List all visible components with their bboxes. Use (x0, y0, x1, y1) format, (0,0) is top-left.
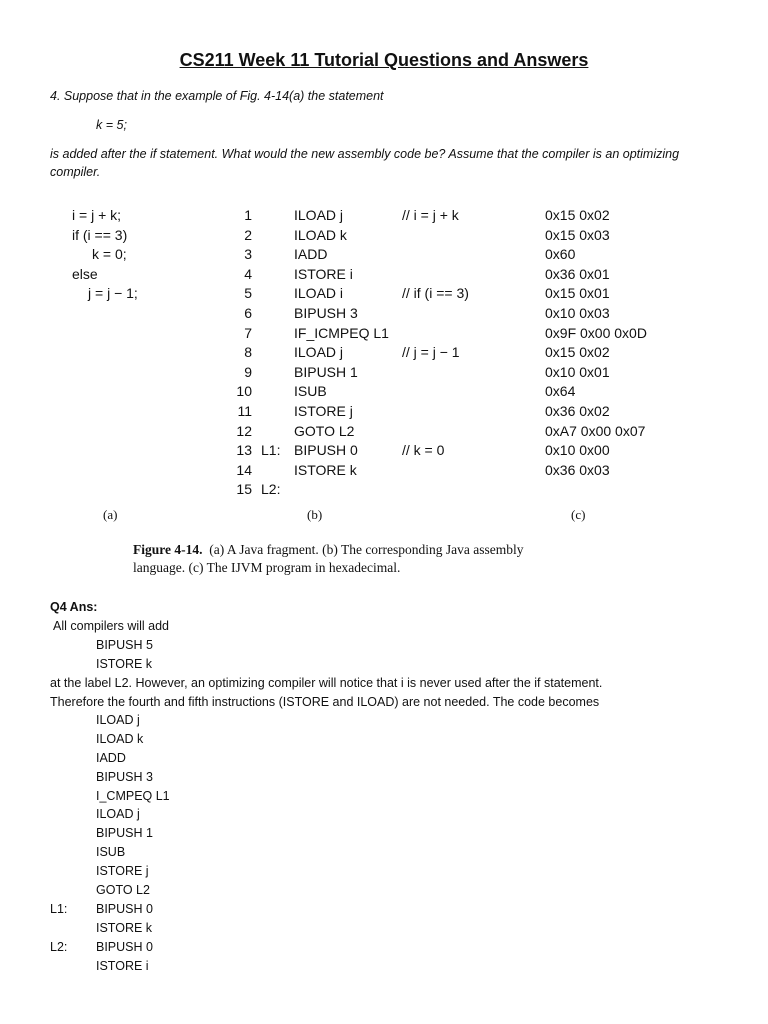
comment (402, 461, 469, 481)
code-line (50, 749, 350, 768)
code-instruction: ILOAD k (96, 731, 144, 746)
figure-part-a-label: (a) (103, 507, 118, 522)
code-instruction: ILOAD j (96, 807, 140, 822)
line-number: 5 (244, 285, 252, 302)
comment: // if (i == 3) (402, 285, 469, 302)
figure-part-c-label: (c) (571, 507, 586, 522)
line-number: 15 (236, 481, 252, 498)
instruction: BIPUSH 0 (294, 442, 358, 459)
comment (402, 382, 469, 402)
comment: // k = 0 (402, 442, 445, 459)
code-line (50, 787, 350, 806)
hex-code (545, 480, 647, 500)
code-instruction: ISUB (96, 845, 126, 860)
line-label: L1: (261, 442, 281, 459)
hex-code: 0x36 0x01 (545, 265, 610, 282)
comment: // j = j − 1 (402, 344, 460, 361)
question-line-2: compiler. (50, 165, 101, 179)
line-number: 6 (244, 304, 252, 321)
hex-code: 0x64 (545, 383, 576, 400)
comment (402, 480, 469, 500)
answer-added-line: BIPUSH 5 (96, 638, 153, 652)
java-line: if (i == 3) (72, 226, 128, 243)
comment (402, 245, 469, 265)
code-label: L2: (50, 939, 68, 954)
code-line (50, 711, 350, 730)
answer-text-2: Therefore the fourth and fifth instructions (ISTORE and ILOAD) are not needed. The code becomes (50, 695, 600, 709)
hex-code: 0x36 0x03 (545, 461, 610, 478)
code-line (50, 900, 350, 919)
code-instruction: ILOAD j (96, 713, 140, 727)
hex-code: 0x60 (545, 246, 576, 263)
instruction: ISTORE j (294, 402, 353, 419)
instruction: BIPUSH 1 (294, 363, 358, 380)
line-label: L2: (261, 481, 281, 498)
java-line: else (72, 265, 98, 282)
comment-column (402, 206, 469, 500)
figure-caption-line-2: language. (c) The IJVM program in hexadecimal. (133, 560, 401, 575)
instruction: GOTO L2 (294, 422, 355, 439)
code-line (50, 824, 350, 843)
answer-intro: All compilers will add (53, 619, 170, 633)
hex-code: 0x15 0x02 (545, 207, 610, 223)
optimized-code (50, 711, 350, 975)
hex-code: 0x36 0x02 (545, 402, 610, 419)
java-line: k = 0; (92, 246, 127, 263)
line-label (261, 206, 280, 226)
line-label (261, 343, 280, 363)
hex-code: 0xA7 0x00 0x07 (545, 422, 646, 439)
line-label (261, 402, 280, 422)
code-instruction: ISTORE j (96, 864, 149, 879)
comment (402, 422, 469, 442)
hex-code: 0x15 0x01 (545, 285, 610, 302)
hex-code: 0x9F 0x00 0x0D (545, 324, 647, 341)
line-number-column (228, 206, 252, 500)
line-label (261, 461, 280, 481)
code-line (50, 881, 350, 900)
line-number: 9 (244, 363, 252, 380)
line-number: 2 (244, 226, 252, 243)
hex-column (545, 206, 647, 500)
figure-caption-line-1 (133, 540, 524, 560)
instruction: ISUB (294, 383, 327, 400)
answer-text-1: at the label L2. However, an optimizing compiler will notice that i is never used after the if statement. (50, 676, 603, 690)
line-number: 14 (236, 461, 252, 478)
instruction: ISTORE i (294, 265, 353, 282)
line-label (261, 226, 280, 246)
code-line (50, 957, 350, 976)
instruction: IF_ICMPEQ L1 (294, 324, 389, 341)
code-line (50, 730, 350, 749)
line-number: 1 (244, 207, 252, 223)
line-label (261, 363, 280, 383)
line-number: 10 (236, 383, 252, 400)
code-instruction: I_CMPEQ L1 (96, 788, 170, 803)
question-intro: 4. Suppose that in the example of Fig. 4-14(a) the statement (50, 89, 384, 103)
instruction: ILOAD k (294, 226, 347, 243)
hex-code: 0x10 0x01 (545, 363, 610, 380)
hex-code: 0x15 0x03 (545, 226, 610, 243)
code-instruction: BIPUSH 3 (96, 769, 153, 784)
code-line (50, 938, 350, 957)
line-number: 7 (244, 324, 252, 341)
label-column (261, 206, 280, 500)
code-line (50, 805, 350, 824)
answer-added-line: ISTORE k (96, 657, 153, 671)
line-number: 11 (237, 402, 252, 419)
comment (402, 402, 469, 422)
code-line (50, 862, 350, 881)
java-line: j = j − 1; (88, 285, 138, 302)
hex-code: 0x10 0x00 (545, 442, 610, 459)
line-number: 3 (244, 246, 252, 263)
comment (402, 324, 469, 344)
code-instruction: ISTORE k (96, 920, 153, 935)
caption-text-1: (a) A Java fragment. (b) The corresponding Java assembly (209, 542, 524, 557)
code-line (50, 843, 350, 862)
code-instruction: BIPUSH 1 (96, 826, 153, 841)
instruction: ILOAD j (294, 344, 344, 361)
instruction (294, 480, 389, 500)
line-label (261, 324, 280, 344)
instruction: BIPUSH 3 (294, 304, 358, 321)
instruction: ISTORE k (294, 461, 357, 478)
instruction-column (294, 206, 389, 500)
line-number: 4 (244, 265, 252, 282)
line-label (261, 284, 280, 304)
line-number: 13 (236, 442, 252, 459)
comment (402, 265, 469, 285)
code-instruction: BIPUSH 0 (96, 939, 153, 954)
page-title: CS211 Week 11 Tutorial Questions and Answers (179, 50, 589, 70)
code-instruction: GOTO L2 (96, 883, 150, 898)
comment (402, 304, 469, 324)
code-line (50, 768, 350, 787)
line-number: 8 (244, 344, 252, 361)
hex-code: 0x10 0x03 (545, 304, 610, 321)
line-label (261, 245, 280, 265)
question-statement: k = 5; (96, 118, 127, 132)
instruction: ILOAD i (294, 285, 344, 302)
code-label: L1: (50, 901, 68, 916)
code-instruction: BIPUSH 0 (96, 901, 153, 916)
question-line-1: is added after the if statement. What would the new assembly code be? Assume that the compiler is an optimizing (50, 147, 680, 161)
line-label (261, 265, 280, 285)
line-label (261, 382, 280, 402)
caption-label: Figure 4-14. (133, 542, 203, 557)
java-fragment (72, 206, 138, 304)
java-line: i = j + k; (72, 207, 122, 223)
comment (402, 363, 469, 383)
line-number: 12 (236, 422, 252, 439)
line-label (261, 304, 280, 324)
code-instruction: IADD (96, 750, 126, 765)
comment: // i = j + k (402, 207, 459, 223)
comment (402, 226, 469, 246)
instruction: IADD (294, 246, 328, 263)
instruction: ILOAD j (294, 207, 344, 223)
hex-code: 0x15 0x02 (545, 344, 610, 361)
figure-part-b-label: (b) (307, 507, 323, 522)
answer-heading: Q4 Ans: (50, 600, 98, 614)
code-line (50, 919, 350, 938)
line-label (261, 422, 280, 442)
code-instruction: ISTORE i (96, 958, 149, 973)
